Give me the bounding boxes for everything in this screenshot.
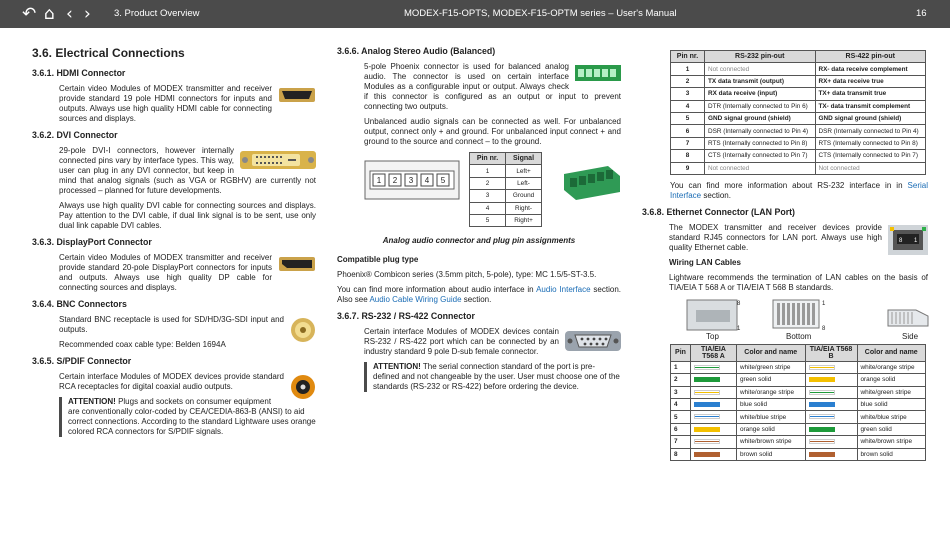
pin-cell: 3 — [671, 88, 705, 100]
pinout-cell: TX+ data transmit true — [815, 88, 926, 100]
pinout-cell: RX data receive (input) — [705, 88, 816, 100]
wiring-heading: Wiring LAN Cables — [669, 257, 741, 267]
wire-b-cell — [805, 361, 857, 373]
back-icon[interactable]: ↶ — [22, 4, 37, 24]
home-icon[interactable]: ⌂ — [44, 4, 55, 24]
wire-color-swatch — [809, 365, 835, 370]
table-row — [671, 125, 926, 137]
ethernet-heading: 3.6.8. Ethernet Connector (LAN Port) — [642, 206, 795, 217]
table-row — [671, 88, 926, 100]
wire-b-cell — [805, 436, 857, 448]
pin-cell: 1 — [671, 63, 705, 75]
rs-pin-table — [670, 50, 926, 175]
wire-color-swatch — [809, 452, 835, 457]
rs-attention-text: The serial connection standard of the port is pre-defined and not changeable by the user. User must choose one of the standards (RS-232 or RS-422) before ordering the device. — [373, 362, 620, 391]
table-row — [671, 423, 926, 435]
table-row — [671, 137, 926, 149]
wire-color-swatch — [694, 427, 720, 432]
color-a-cell: orange solid — [737, 423, 806, 435]
dvi-connector-icon — [240, 148, 316, 172]
wire-a-cell — [691, 411, 737, 423]
pinout-cell: CTS (Internally connected to Pin 7) — [705, 150, 816, 162]
pin-cell: 6 — [671, 125, 705, 137]
spdif-text: Certain interface Modules of MODEX devices provide standard RCA receptacles for digital coaxial audio outputs. — [59, 372, 284, 391]
section-label: 3. Product Overview — [114, 8, 200, 19]
color-b-cell: blue solid — [857, 399, 926, 411]
color-b-cell: white/orange stripe — [857, 361, 926, 373]
signal-cell: Left- — [506, 177, 542, 189]
wire-color-swatch — [694, 414, 720, 419]
rs-header-232: RS-232 pin-out — [705, 51, 816, 63]
dsub-connector-icon — [565, 329, 621, 353]
audio-pin-header-pin: Pin nr. — [470, 153, 506, 165]
phoenix-connector-icon — [575, 64, 621, 82]
signal-cell: Left+ — [506, 165, 542, 177]
table-row — [671, 75, 926, 87]
lan-header-pin: Pin — [671, 344, 691, 361]
wire-color-swatch — [809, 439, 835, 444]
audio-pin-table — [469, 152, 542, 227]
color-a-cell: white/brown stripe — [737, 436, 806, 448]
spdif-attention — [59, 397, 316, 437]
rs-header-422: RS-422 pin-out — [815, 51, 926, 63]
bottom-view-pin-1: 1 — [822, 300, 826, 307]
table-row — [671, 386, 926, 398]
wire-color-swatch — [809, 414, 835, 419]
pinout-cell: GND signal ground (shield) — [815, 112, 926, 124]
top-view-pin-8: 8 — [737, 300, 741, 307]
dvi-text-2: Always use high quality DVI cable for connecting sources and displays. Pay attention to the DVI cable, if dual link signal is to be sent, use only dual link capable DVI cables. — [59, 201, 316, 230]
bottom-view-pin-8: 8 — [822, 325, 826, 332]
wire-a-cell — [691, 374, 737, 386]
rj45-views — [670, 298, 928, 342]
audio-socket-diagram — [364, 160, 460, 200]
wire-b-cell — [805, 448, 857, 460]
text-span: section. — [701, 190, 731, 200]
wire-color-swatch — [809, 390, 835, 395]
bnc-connector-icon — [290, 317, 316, 343]
wire-a-cell — [691, 448, 737, 460]
text-span: section. — [461, 295, 492, 304]
table-row — [671, 411, 926, 423]
wiring-text: Lightware recommends the termination of LAN cables on the basis of TIA/EIA T 568 A or TIA/EIA T 568 B standards. — [669, 272, 928, 292]
pinout-cell: Not connected — [705, 63, 816, 75]
table-row — [671, 374, 926, 386]
pin-cell: 5 — [671, 411, 691, 423]
pinout-cell: RTS (Internally connected to Pin 8) — [815, 137, 926, 149]
lan-header-color-a: Color and name — [737, 344, 806, 361]
text-span: You can find more information about RS-232 interface in in — [670, 180, 908, 190]
wire-color-swatch — [694, 402, 720, 407]
wire-a-cell — [691, 399, 737, 411]
socket-pin-3: 3 — [408, 176, 414, 185]
hdmi-text: Certain video Modules of MODEX transmitter and receiver provide standard 19 pole HDMI connectors for inputs and outputs. Always use high quality HDMI cable for connecting sources and displays. — [59, 84, 272, 123]
pin-cell: 9 — [671, 162, 705, 174]
table-row — [671, 361, 926, 373]
wire-color-swatch — [694, 365, 720, 370]
table-row — [671, 112, 926, 124]
displayport-text: Certain video Modules of MODEX transmitter and receiver provide standard 20-pole DisplayPort connectors for inputs and outputs. Always use high quality DP cable for connecting sources and displays. — [59, 253, 272, 292]
pinout-cell: DTR (Internally connected to Pin 6) — [705, 100, 816, 112]
text-span: section. Also see — [337, 285, 621, 304]
dvi-heading: 3.6.2. DVI Connector — [32, 130, 118, 140]
audio-heading: 3.6.6. Analog Stereo Audio (Balanced) — [337, 46, 496, 56]
wire-color-swatch — [694, 439, 720, 444]
top-bar — [0, 0, 950, 28]
pinout-cell: RX- data receive complement — [815, 63, 926, 75]
table-row — [470, 214, 542, 226]
pinout-cell: DSR (Internally connected to Pin 4) — [815, 125, 926, 137]
bnc-heading: 3.6.4. BNC Connectors — [32, 299, 127, 309]
rj45-pin-1: 1 — [914, 237, 918, 244]
plug-heading: Compatible plug type — [337, 255, 419, 264]
wire-b-cell — [805, 374, 857, 386]
audio-pin-header-signal: Signal — [506, 153, 542, 165]
pin-cell: 4 — [470, 202, 506, 214]
table-row — [470, 177, 542, 189]
page-number: 16 — [916, 8, 927, 19]
color-a-cell: blue solid — [737, 399, 806, 411]
pin-cell: 2 — [470, 177, 506, 189]
audio-text-1: 5-pole Phoenix connector is used for balanced analog audio. The connector is used on certain interface Modules as a configurable input or output. Always check if this connector is configured as an output or input to prevent connecting two outputs. — [364, 62, 621, 111]
wire-a-cell — [691, 423, 737, 435]
color-b-cell: white/blue stripe — [857, 411, 926, 423]
rj45-pin-8: 8 — [899, 237, 903, 244]
color-b-cell: brown solid — [857, 448, 926, 460]
dvi-text-1: 29-pole DVI-I connectors, however internally connected pins vary by interface types. This way, user can plug in any DVI connector, but keep in mind that analog signals (such as VGA or RGBHV) are currently not processed – planned for future developments. — [59, 146, 316, 195]
displayport-connector-icon — [278, 255, 316, 273]
wire-b-cell — [805, 423, 857, 435]
doc-title: MODEX-F15-OPTS, MODEX-F15-OPTM series – User's Manual — [404, 8, 677, 19]
pin-cell: 2 — [671, 374, 691, 386]
pin-cell: 3 — [671, 386, 691, 398]
serial-more-info — [670, 181, 928, 201]
pin-cell: 8 — [671, 448, 691, 460]
hdmi-heading: 3.6.1. HDMI Connector — [32, 68, 126, 78]
wire-b-cell — [805, 411, 857, 423]
pin-cell: 1 — [470, 165, 506, 177]
attention-label: ATTENTION! — [68, 397, 116, 406]
rs-text: Certain interface Modules of MODEX devices contain RS-232 / RS-422 port which can be connected by an industry standard 9 pole D-sub female connector. — [364, 327, 559, 356]
socket-pin-2: 2 — [392, 176, 398, 185]
pin-cell: 6 — [671, 423, 691, 435]
top-label: Top — [706, 331, 719, 341]
pin-cell: 5 — [470, 214, 506, 226]
hdmi-connector-icon — [278, 86, 316, 104]
color-a-cell: white/blue stripe — [737, 411, 806, 423]
audio-more-info — [337, 285, 621, 305]
chevron-left-icon[interactable]: ‹ — [66, 4, 73, 24]
wire-b-cell — [805, 386, 857, 398]
lan-header-568a: TIA/EIA T568 A — [691, 344, 737, 361]
lan-wiring-table — [670, 344, 926, 461]
pin-cell: 1 — [671, 361, 691, 373]
rj45-top-view — [686, 298, 742, 332]
pinout-cell: CTS (Internally connected to Pin 7) — [815, 150, 926, 162]
table-row — [671, 436, 926, 448]
pinout-cell: TX data transmit (output) — [705, 75, 816, 87]
wire-a-cell — [691, 436, 737, 448]
column-1 — [32, 42, 316, 443]
rs-attention — [364, 362, 621, 392]
plug-text: Phoenix® Combicon series (3.5mm pitch, 5-pole), type: MC 1.5/5-ST-3.5. — [337, 270, 597, 279]
pin-cell: 7 — [671, 137, 705, 149]
wire-color-swatch — [694, 377, 720, 382]
spdif-attention-text: Plugs and sockets on consumer equipment are conventionally color-coded by CEA/CEDIA-863-B (ANSI) to aid correct connections. According to the standard Lightware uses orange colored RCA connectors for S/PDIF signals. — [68, 397, 316, 436]
text-span: You can find more information about audio interface in — [337, 285, 537, 294]
wire-b-cell — [805, 399, 857, 411]
rca-connector-icon — [290, 374, 316, 400]
rj45-bottom-view — [772, 298, 828, 332]
wire-color-swatch — [809, 402, 835, 407]
pin-cell: 4 — [671, 100, 705, 112]
socket-pin-1: 1 — [376, 176, 382, 185]
wire-a-cell — [691, 361, 737, 373]
table-row — [470, 190, 542, 202]
pin-cell: 3 — [470, 190, 506, 202]
audio-plug-icon — [562, 162, 622, 204]
table-row — [470, 165, 542, 177]
table-row — [470, 202, 542, 214]
table-row — [671, 399, 926, 411]
audio-interface-link[interactable]: Audio Interface — [536, 285, 591, 294]
bnc-text-1: Standard BNC receptacle is used for SD/HD/3G-SDI input and outputs. — [59, 315, 284, 334]
pinout-cell: DSR (Internally connected to Pin 4) — [705, 125, 816, 137]
pinout-cell: Not connected — [705, 162, 816, 174]
color-a-cell: brown solid — [737, 448, 806, 460]
audio-figure — [364, 152, 621, 232]
pinout-cell: GND signal ground (shield) — [705, 112, 816, 124]
spdif-heading: 3.6.5. S/PDIF Connector — [32, 356, 132, 366]
serial-interface-link[interactable]: Serial Interface — [670, 180, 928, 200]
section-heading: 3.6. Electrical Connections — [32, 46, 185, 60]
wire-color-swatch — [809, 427, 835, 432]
color-a-cell: white/orange stripe — [737, 386, 806, 398]
pin-cell: 7 — [671, 436, 691, 448]
pinout-cell: TX- data transmit complement — [815, 100, 926, 112]
signal-cell: Ground — [506, 190, 542, 202]
ethernet-text: The MODEX transmitter and receiver devices provide standard RJ45 connectors for LAN port. Always use high quality Ethernet cable. — [669, 222, 882, 252]
table-row — [671, 63, 926, 75]
pin-cell: 4 — [671, 399, 691, 411]
color-b-cell: white/brown stripe — [857, 436, 926, 448]
pinout-cell: Not connected — [815, 162, 926, 174]
table-row — [671, 448, 926, 460]
signal-cell: Right- — [506, 202, 542, 214]
displayport-heading: 3.6.3. DisplayPort Connector — [32, 237, 152, 247]
bnc-text-2: Recommended coax cable type: Belden 1694A — [59, 340, 226, 349]
pinout-cell: RX+ data receive true — [815, 75, 926, 87]
color-b-cell: orange solid — [857, 374, 926, 386]
column-3 — [642, 42, 928, 461]
signal-cell: Right+ — [506, 214, 542, 226]
color-b-cell: green solid — [857, 423, 926, 435]
table-row — [671, 100, 926, 112]
audio-wiring-guide-link[interactable]: Audio Cable Wiring Guide — [369, 295, 462, 304]
rj45-connector-icon — [888, 225, 928, 255]
pin-cell: 5 — [671, 112, 705, 124]
color-a-cell: white/green stripe — [737, 361, 806, 373]
wire-color-swatch — [809, 377, 835, 382]
lan-header-color-b: Color and name — [857, 344, 926, 361]
socket-pin-4: 4 — [424, 176, 430, 185]
socket-pin-5: 5 — [440, 176, 446, 185]
lan-header-568b: TIA/EIA T568 B — [805, 344, 857, 361]
pin-cell: 8 — [671, 150, 705, 162]
table-row — [671, 150, 926, 162]
wire-color-swatch — [694, 452, 720, 457]
wire-color-swatch — [694, 390, 720, 395]
pinout-cell: RTS (Internally connected to Pin 8) — [705, 137, 816, 149]
rs-header-pin: Pin nr. — [671, 51, 705, 63]
color-a-cell: green solid — [737, 374, 806, 386]
pin-cell: 2 — [671, 75, 705, 87]
audio-text-2: Unbalanced audio signals can be connected as well. For unbalanced output, connect only + and ground. For unbalanced input connect + and ground to the source and connect – to the ground. — [364, 117, 621, 146]
rs-heading: 3.6.7. RS-232 / RS-422 Connector — [337, 311, 475, 321]
side-label: Side — [902, 331, 919, 341]
audio-caption: Analog audio connector and plug pin assignments — [382, 236, 576, 245]
rj45-side-view — [886, 304, 930, 328]
wire-a-cell — [691, 386, 737, 398]
chevron-right-icon[interactable]: › — [84, 4, 91, 24]
attention-label: ATTENTION! — [373, 362, 421, 371]
table-row — [671, 162, 926, 174]
bottom-label: Bottom — [786, 331, 812, 341]
top-view-pin-1: 1 — [737, 325, 741, 332]
color-b-cell: white/green stripe — [857, 386, 926, 398]
column-2 — [337, 42, 621, 398]
